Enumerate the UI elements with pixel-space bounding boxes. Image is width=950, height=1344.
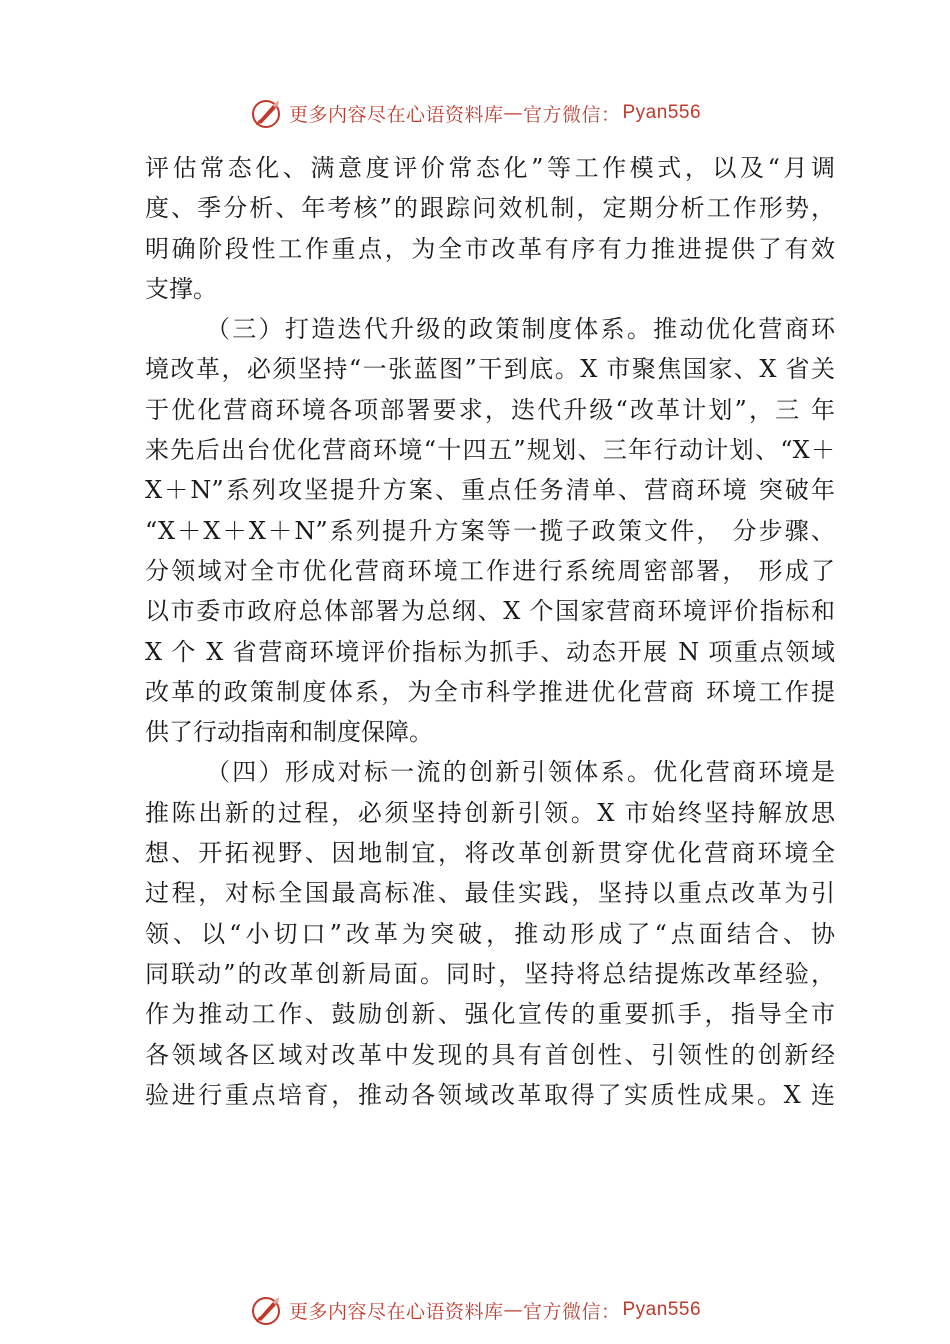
text-line: 作为推动工作、鼓励创新、强化宣传的重要抓手，指导全市 [145,1000,835,1029]
text-line: 供了行动指南和制度保障。 [145,718,433,747]
text-line: 于优化营商环境各项部署要求，迭代升级“改革计划”，三 年 [145,395,835,424]
text-line: “X＋X＋X＋N”系列提升方案等一揽子政策文件， 分步骤、 [145,516,835,545]
paragraph-continuation [145,148,835,309]
text-line: 度、季分析、年考核”的跟踪问效机制，定期分析工作形势， [145,194,835,223]
text-line: 明确阶段性工作重点，为全市改革有序有力推进提供了有效 [145,234,835,263]
text-line: 过程，对标全国最高标准、最佳实践，坚持以重点改革为引 [145,879,835,908]
footer-watermark-banner [0,1290,950,1330]
banner-wechat-label: 官方微信： [522,1300,621,1323]
document-body [145,148,835,1115]
quill-pen-logo-icon [249,96,283,130]
text-line: X＋N”系列攻坚提升方案、重点任务清单、营商环境 突破年 [145,476,835,505]
text-line: （三）打造迭代升级的政策制度体系。推动优化营商环 [206,315,835,344]
quill-pen-logo-icon [249,1293,283,1327]
text-line: 想、开拓视野、因地制宜，将改革创新贯穿优化营商环境全 [145,839,835,868]
text-line: 各领域各区域对改革中发现的具有首创性、引领性的创新经 [145,1040,835,1069]
text-line: 领、以“小切口”改革为突破，推动形成了“点面结合、协 [145,919,835,948]
header-watermark-banner [0,93,950,133]
text-line: 推陈出新的过程，必须坚持创新引领。X 市始终坚持解放思 [145,798,835,827]
banner-dash: — [503,102,523,124]
text-line: 改革的政策制度体系，为全市科学推进优化营商 环境工作提 [145,677,835,706]
text-line: 境改革，必须坚持“一张蓝图”干到底。X 市聚焦国家、X 省关 [145,355,835,384]
paragraph-policy-system [145,309,835,752]
text-line: 验进行重点培育，推动各领域改革取得了实质性成果。X 连 [145,1080,835,1109]
banner-wechat-handle: Pyan556 [622,1299,702,1320]
banner-dash: — [503,1299,523,1321]
text-line: 分领域对全市优化营商环境工作进行系统周密部署， 形成了 [145,556,835,585]
text-line: 评估常态化、满意度评价常态化”等工作模式，以及“月调 [145,154,835,182]
text-line: 同联动”的改革创新局面。同时，坚持将总结提炼改革经验， [145,959,835,988]
text-line: X 个 X 省营商环境评价指标为抓手、动态开展 N 项重点领域 [145,637,835,666]
banner-wechat-handle: Pyan556 [622,102,702,123]
text-line: （四）形成对标一流的创新引领体系。优化营商环境是 [206,758,835,787]
paragraph-innovation-system [145,752,835,1115]
banner-main-text: 更多内容尽在心语资料库 [288,103,504,126]
banner-wechat-label: 官方微信： [522,103,621,126]
text-line: 支撑。 [145,274,217,303]
text-line: 以市委市政府总体部署为总纲、X 个国家营商环境评价指标和 [145,597,835,626]
banner-main-text: 更多内容尽在心语资料库 [288,1300,504,1323]
text-line: 来先后出台优化营商环境“十四五”规划、三年行动计划、“X＋ [145,436,835,465]
